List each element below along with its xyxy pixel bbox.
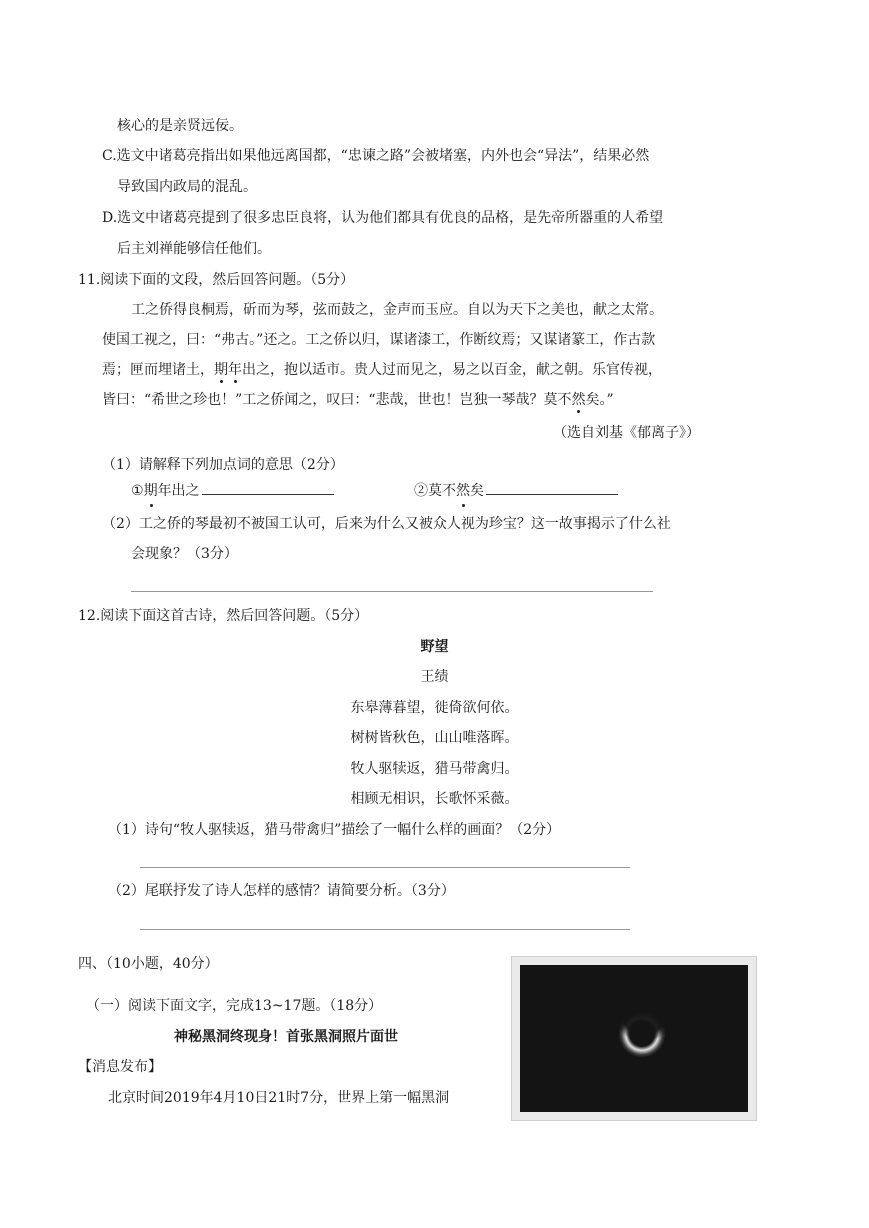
q11-dotted-phrase-2: 莫不然矣 — [543, 392, 600, 408]
article-section-tag: 【消息发布】 — [78, 1059, 162, 1075]
poem-line-4: 相顾无相识，长歌怀采薇。 — [350, 791, 519, 807]
q11-item2-rest: 矣 — [470, 483, 484, 499]
q11-sub1: （1）请解释下列加点词的意思（2分） — [102, 457, 344, 473]
poem-line-2: 树树皆秋色，山山唯落晖。 — [350, 730, 519, 746]
q12-sub2: （2）尾联抒发了诗人怎样的感情？请简要分析。（3分） — [108, 883, 455, 899]
black-hole-photo — [511, 956, 757, 1121]
q11-passage-line4-a: 皆曰：“希世之珍也！”工之侨闻之，叹曰：“悲哉，世也！岂独一琴哉？ — [102, 392, 544, 408]
poem-author: 王绩 — [420, 669, 449, 685]
q11-item2 — [414, 480, 618, 501]
q11-passage-line1: 工之侨得良桐焉，斫而为琴，弦而鼓之，金声而玉应。自以为天下之美也，献之太常。 — [131, 302, 663, 318]
q11-passage-line4-c: 。” — [599, 392, 614, 408]
q11-dotted-phrase-1: 期年出之 — [214, 362, 270, 378]
q11-item1-answer-blank[interactable] — [202, 480, 334, 495]
q11-passage-line2: 使国工视之，曰：“弗古。”还之。工之侨以归，谋诸漆工，作断纹焉；又谋诸篆工，作古款 — [102, 332, 656, 348]
q12-sub1-answer-line[interactable] — [140, 867, 630, 868]
q10-option-d: D.选文中诸葛亮提到了很多忠臣良将，认为他们都具有优良的品格，是先帝所器重的人希望 — [102, 210, 664, 226]
q10-option-d-cont: 后主刘禅能够信任他们。 — [117, 241, 271, 257]
q11-source: （选自刘基《郁离子》） — [553, 425, 700, 441]
poem-title: 野望 — [420, 639, 449, 655]
black-hole-shadow — [617, 1005, 671, 1039]
q11-sub2-cont: 会现象？（3分） — [131, 546, 238, 562]
article-paragraph-1: 北京时间2019年4月10日21时7分，世界上第一幅黑洞 — [108, 1090, 450, 1106]
q11-item1-dotted-word: 期 — [143, 483, 158, 499]
poem-line-3: 牧人驱犊返，猎马带禽归。 — [350, 761, 519, 777]
q11-answer-line[interactable] — [131, 591, 653, 592]
q11-passage-line3-c: ，抱以适市。贵人过而见之，易之以百金，献之朝。乐官传视， — [270, 362, 662, 378]
article-title: 神秘黑洞终现身！首张黑洞照片面世 — [174, 1029, 398, 1045]
section4-heading: 四、（10小题，40分） — [78, 956, 219, 972]
q11-passage-line3 — [102, 360, 662, 380]
q11-passage-line3-a: 焉；匣而埋诸土， — [102, 362, 214, 378]
section4-part1-instruction: （一）阅读下面文字，完成13~17题。（18分） — [86, 998, 383, 1014]
q10-option-c: C.选文中诸葛亮指出如果他远离国都，“忠谏之路”会被堵塞，内外也会“异法”，结果必然 — [102, 148, 650, 164]
q11-item1 — [131, 480, 334, 501]
black-hole-photo-background — [520, 965, 748, 1112]
q11-stem: 11.阅读下面的文段，然后回答问题。（5分） — [78, 272, 355, 288]
q11-item1-prefix: ① — [131, 483, 144, 499]
q10-option-c-cont: 导致国内政局的混乱。 — [117, 179, 257, 195]
q11-item2-dotted-word: 然 — [456, 483, 470, 499]
q11-passage-line4 — [102, 390, 614, 410]
q11-item2-prefix: ②莫不 — [414, 483, 456, 499]
q11-item1-rest: 年出之 — [157, 483, 200, 499]
q10-option-b-tail: 核心的是亲贤远佞。 — [117, 118, 243, 134]
q12-sub2-answer-line[interactable] — [140, 929, 630, 930]
poem-line-1: 东皋薄暮望，徙倚欲何依。 — [350, 700, 519, 716]
q12-stem: 12.阅读下面这首古诗，然后回答问题。（5分） — [78, 608, 369, 624]
q11-sub2: （2）工之侨的琴最初不被国工认可，后来为什么又被众人视为珍宝？这一故事揭示了什么社 — [102, 516, 671, 532]
q11-item2-answer-blank[interactable] — [486, 480, 618, 495]
q12-sub1: （1）诗句“牧人驱犊返，猎马带禽归”描绘了一幅什么样的画面？（2分） — [108, 822, 561, 838]
